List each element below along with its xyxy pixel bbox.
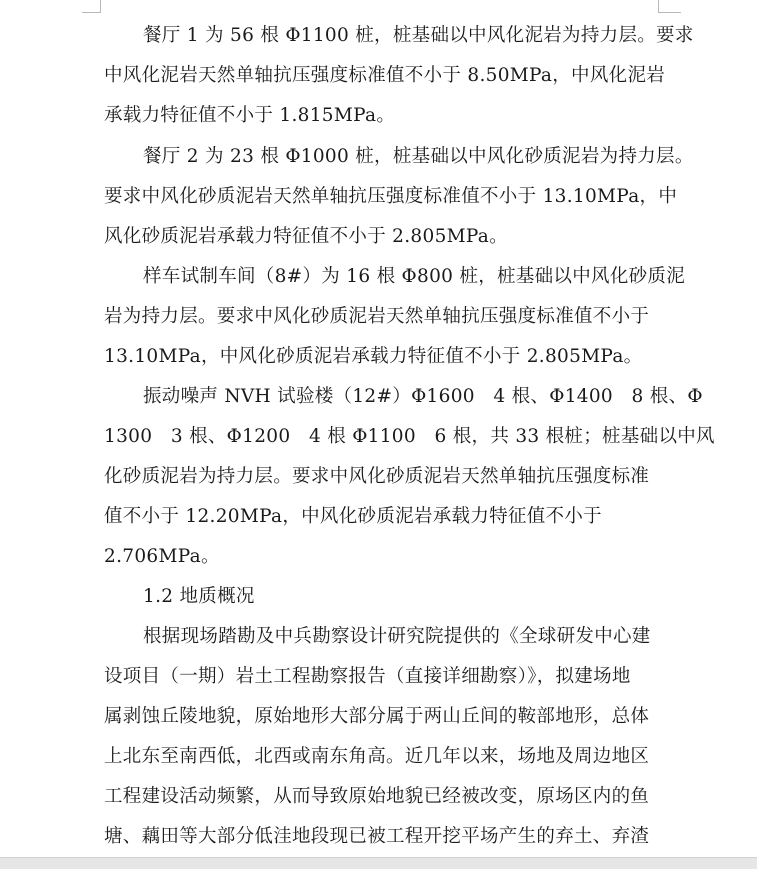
text-line: 2.706MPa。: [104, 546, 220, 567]
text-line: 值不小于 12.20MPa，中风化砂质泥岩承载力特征值不小于: [104, 506, 602, 527]
text-line: 1300 3 根、Φ1200 4 根 Φ1100 6 根，共 33 根桩；桩基础以中风: [104, 426, 715, 447]
text-line: 中风化泥岩天然单轴抗压强度标准值不小于 8.50MPa，中风化泥岩: [104, 65, 666, 86]
text-line: 根据现场踏勘及中兵勘察设计研究院提供的《全球研发中心建: [143, 626, 651, 647]
text-line: 样车试制车间（8#）为 16 根 Φ800 桩，桩基础以中风化砂质泥: [143, 266, 686, 287]
text-line: 餐厅 1 为 56 根 Φ1100 桩，桩基础以中风化泥岩为持力层。要求: [143, 25, 694, 46]
text-line: 要求中风化砂质泥岩天然单轴抗压强度标准值不小于 13.10MPa，中: [104, 186, 678, 207]
text-line: 承载力特征值不小于 1.815MPa。: [104, 105, 396, 126]
text-line: 餐厅 2 为 23 根 Φ1000 桩，桩基础以中风化砂质泥岩为持力层。: [143, 146, 694, 167]
page-bottom-edge: [0, 857, 757, 869]
text-line: 化砂质泥岩为持力层。要求中风化砂质泥岩天然单轴抗压强度标准: [104, 466, 650, 487]
text-line: 上北东至南西低，北西或南东角高。近几年以来，场地及周边地区: [104, 746, 650, 767]
text-line: 属剥蚀丘陵地貌，原始地形大部分属于两山丘间的鞍部地形，总体: [104, 706, 650, 727]
crop-mark-right: [658, 0, 681, 13]
text-line: 岩为持力层。要求中风化砂质泥岩天然单轴抗压强度标准值不小于: [104, 306, 650, 327]
text-line: 工程建设活动频繁，从而导致原始地貌已经被改变，原场区内的鱼: [104, 786, 650, 807]
text-line: 13.10MPa，中风化砂质泥岩承载力特征值不小于 2.805MPa。: [104, 346, 643, 367]
text-line: 风化砂质泥岩承载力特征值不小于 2.805MPa。: [104, 226, 508, 247]
section-heading: 1.2 地质概况: [143, 586, 255, 607]
text-line: 塘、藕田等大部分低洼地段现已被工程开挖平场产生的弃土、弃渣: [104, 826, 650, 847]
crop-mark-left: [82, 0, 101, 13]
text-line: 振动噪声 NVH 试验楼（12#）Φ1600 4 根、Φ1400 8 根、Φ: [143, 386, 703, 407]
text-line: 设项目（一期）岩土工程勘察报告（直接详细勘察）》，拟建场地: [104, 666, 631, 687]
